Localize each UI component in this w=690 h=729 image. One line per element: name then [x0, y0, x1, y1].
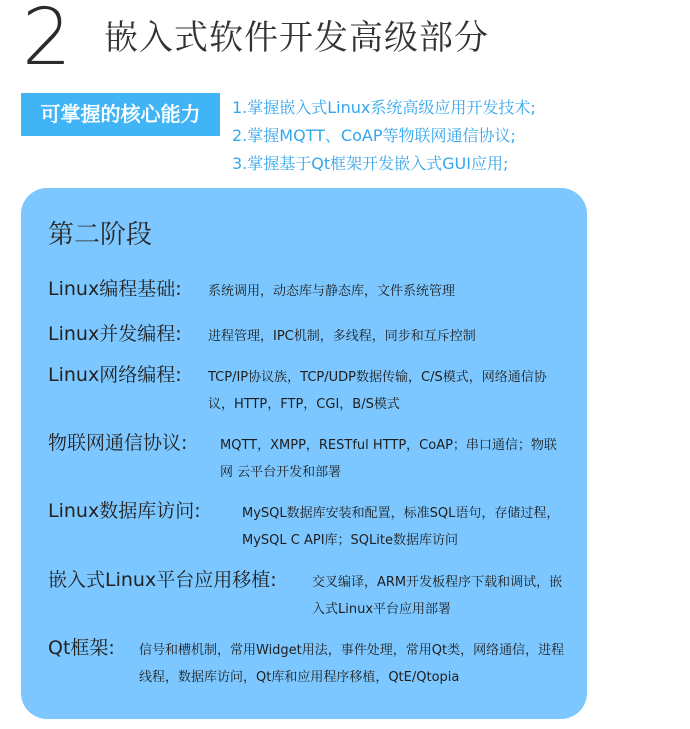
stage-card — [21, 188, 587, 719]
core-ability-item: 1.掌握嵌入式Linux系统高级应用开发技术; — [232, 98, 536, 117]
course-desc: 信号和槽机制，常用Widget用法，事件处理，常用Qt类，网络通信，进程线程，数据库访问，Qt库和应用程序移植，QtE/Qtopia — [139, 643, 565, 685]
section-title: 嵌入式软件开发高级部分 — [104, 18, 489, 58]
course-label: Linux编程基础: — [48, 278, 182, 300]
course-label: Linux网络编程: — [48, 364, 182, 386]
course-desc: 交叉编译，ARM开发板程序下载和调试，嵌 入式Linux平台应用部署 — [312, 575, 563, 617]
course-label: 物联网通信协议: — [48, 432, 188, 454]
course-label: Linux数据库访问: — [48, 500, 201, 522]
course-desc: MQTT，XMPP，RESTful HTTP，CoAP；串口通信；物联网 云平台开发和部署 — [220, 438, 557, 480]
core-ability-item: 3.掌握基于Qt框架开发嵌入式GUI应用; — [232, 154, 509, 173]
course-desc: 进程管理，IPC机制，多线程，同步和互斥控制 — [208, 329, 476, 344]
course-label: 嵌入式Linux平台应用移植: — [48, 569, 277, 591]
course-desc: 系统调用，动态库与静态库，文件系统管理 — [208, 284, 456, 299]
stage-title: 第二阶段 — [48, 220, 153, 250]
core-ability-list — [232, 94, 536, 178]
core-ability-item: 2.掌握MQTT、CoAP等物联网通信协议; — [232, 126, 516, 145]
course-desc: MySQL数据库安装和配置，标准SQL语句，存储过程，MySQL C API库；SQLite数据库访问 — [242, 506, 560, 548]
course-label: Qt框架: — [48, 637, 115, 659]
section-number: 2 — [22, 0, 72, 83]
course-desc: TCP/IP协议族，TCP/UDP数据传输，C/S模式，网络通信协议，HTTP，FTP，CGI，B/S模式 — [208, 370, 547, 412]
core-ability-tag: 可掌握的核心能力 — [21, 93, 220, 136]
course-label: Linux并发编程: — [48, 323, 182, 345]
